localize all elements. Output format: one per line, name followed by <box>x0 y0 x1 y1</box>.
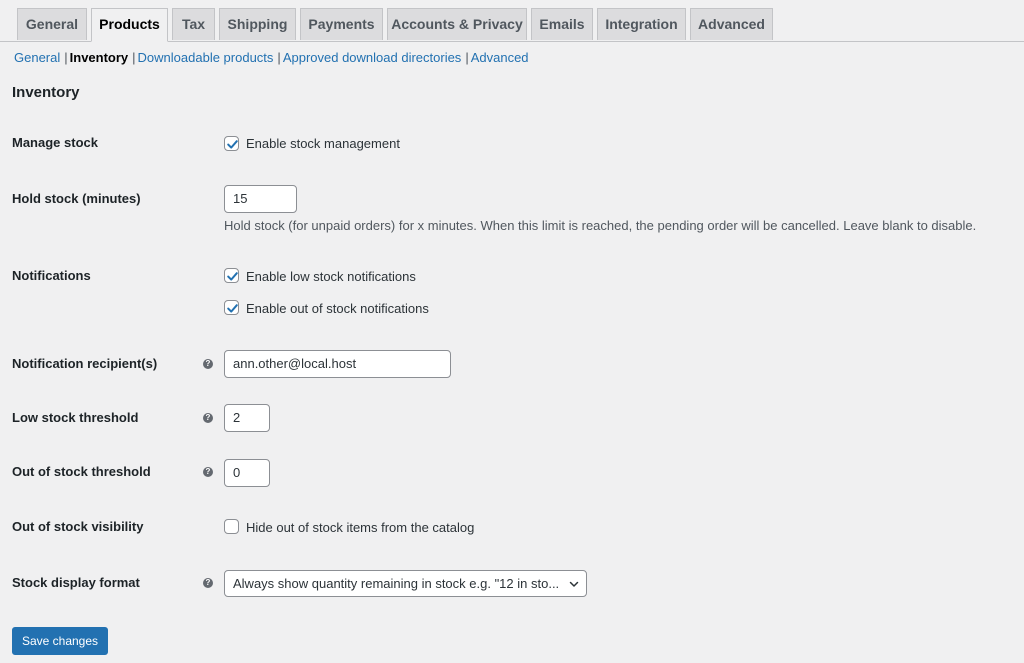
tab-general[interactable]: General <box>17 8 87 40</box>
help-icon[interactable]: ? <box>203 413 213 423</box>
hold-stock-label: Hold stock (minutes) <box>12 191 141 206</box>
low-stock-threshold-label: Low stock threshold <box>12 410 139 425</box>
subnav-separator: | <box>132 50 136 65</box>
checkmark-icon <box>225 269 240 284</box>
tab-tax[interactable]: Tax <box>172 8 215 40</box>
notifications-label: Notifications <box>12 268 91 283</box>
out-of-stock-notifications-label: Enable out of stock notifications <box>246 301 429 316</box>
subnav-separator: | <box>465 50 469 65</box>
tab-shipping[interactable]: Shipping <box>219 8 296 40</box>
subnav-general-link[interactable]: General <box>14 50 61 65</box>
notification-recipients-label: Notification recipient(s) <box>12 356 158 371</box>
hold-stock-description: Hold stock (for unpaid orders) for x minutes. When this limit is reached, the pending order will be cancelled. Leave blank to disable. <box>224 218 977 233</box>
tab-payments[interactable]: Payments <box>300 8 383 40</box>
out-of-stock-threshold-label: Out of stock threshold <box>12 464 151 479</box>
hide-out-of-stock-checkbox[interactable] <box>224 519 239 534</box>
tab-accounts-privacy[interactable]: Accounts & Privacy <box>387 8 527 40</box>
tab-integration[interactable]: Integration <box>597 8 686 40</box>
tab-emails[interactable]: Emails <box>531 8 593 40</box>
section-title: Inventory <box>12 84 80 101</box>
hold-stock-input[interactable]: 15 <box>224 185 297 213</box>
tab-advanced[interactable]: Advanced <box>690 8 773 40</box>
subnav-separator: | <box>277 50 281 65</box>
subnav-advanced-link[interactable]: Advanced <box>470 50 529 65</box>
low-stock-threshold-input[interactable]: 2 <box>224 404 270 432</box>
low-stock-notifications-checkbox[interactable] <box>224 268 239 283</box>
checkmark-icon <box>225 301 240 316</box>
out-of-stock-visibility-label: Out of stock visibility <box>12 519 144 534</box>
subnav-downloadable-link[interactable]: Downloadable products <box>137 50 274 65</box>
subnav-inventory-current: Inventory <box>69 50 129 65</box>
chevron-down-icon <box>568 578 580 590</box>
manage-stock-label: Manage stock <box>12 135 98 150</box>
manage-stock-checkbox[interactable] <box>224 136 239 151</box>
out-of-stock-threshold-input[interactable]: 0 <box>224 459 270 487</box>
stock-display-format-select[interactable] <box>224 570 587 597</box>
settings-tabs <box>0 0 1024 42</box>
stock-display-format-value: Always show quantity remaining in stock e.g. "12 in sto... <box>233 576 560 591</box>
notification-recipients-input[interactable]: ann.other@local.host <box>224 350 451 378</box>
subnav-separator: | <box>64 50 68 65</box>
stock-display-format-label: Stock display format <box>12 575 140 590</box>
manage-stock-checkbox-label: Enable stock management <box>246 136 400 151</box>
out-of-stock-notifications-checkbox[interactable] <box>224 300 239 315</box>
help-icon[interactable]: ? <box>203 359 213 369</box>
sub-navigation <box>14 50 529 66</box>
hide-out-of-stock-label: Hide out of stock items from the catalog <box>246 520 475 535</box>
checkmark-icon <box>225 137 240 152</box>
low-stock-notifications-label: Enable low stock notifications <box>246 269 416 284</box>
help-icon[interactable]: ? <box>203 467 213 477</box>
tab-products[interactable]: Products <box>91 8 168 42</box>
help-icon[interactable]: ? <box>203 578 213 588</box>
save-changes-button[interactable]: Save changes <box>12 627 108 655</box>
subnav-approved-directories-link[interactable]: Approved download directories <box>282 50 462 65</box>
